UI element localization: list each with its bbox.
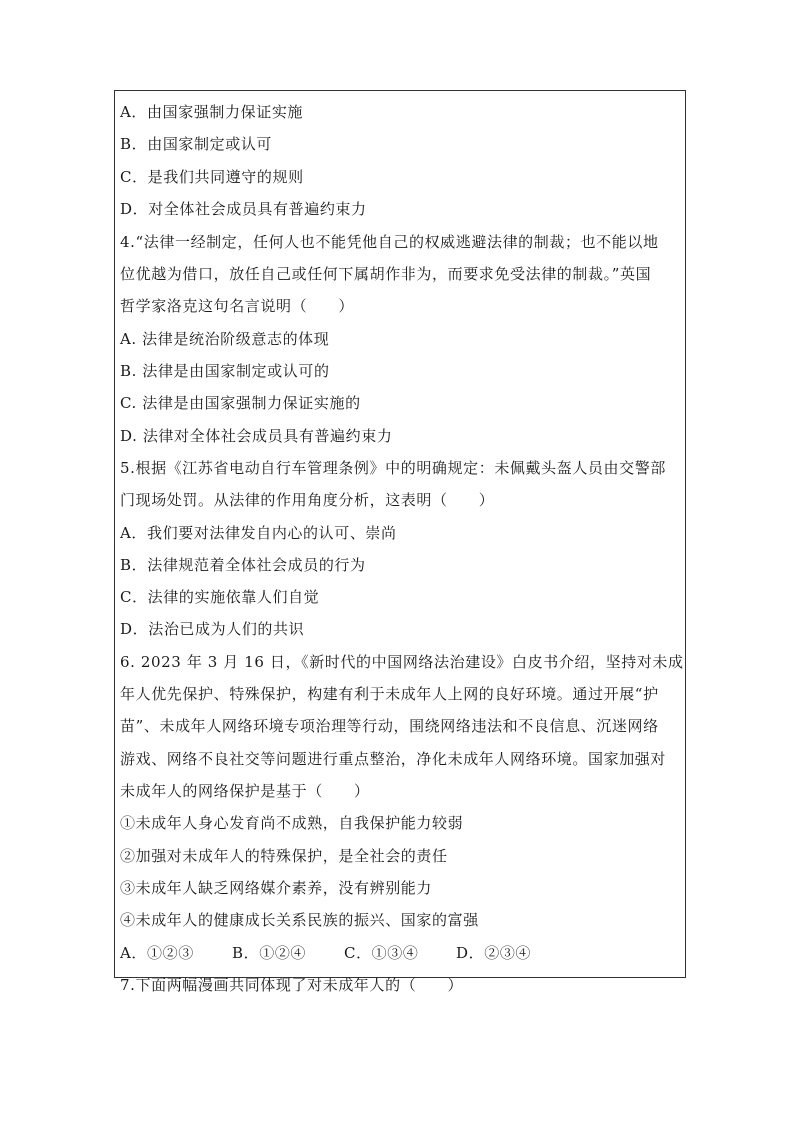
q6-item-3: ③未成年人缺乏网络媒介素养，没有辨别能力 — [120, 879, 433, 897]
q6-item-4: ④未成年人的健康成长关系民族的振兴、国家的富强 — [120, 911, 479, 929]
q3-option-a: A．由国家强制力保证实施 — [120, 103, 304, 121]
q6-stem-line-1: 6. 2023 年 3 月 16 日，《新时代的中国网络法治建设》白皮书介绍，坚持对未成 — [120, 653, 684, 671]
q4-stem-line-2: 位优越为借口，放任自己或任何下属胡作非为，而要求免受法律的制裁。”英国 — [120, 265, 652, 283]
q4-option-b: B. 法律是由国家制定或认可的 — [120, 362, 330, 380]
q4-option-c: C. 法律是由国家强制力保证实施的 — [120, 394, 361, 412]
q5-option-a: A．我们要对法律发自内心的认可、崇尚 — [120, 524, 397, 542]
q3-option-d: D．对全体社会成员具有普遍约束力 — [120, 200, 367, 218]
q6-stem-line-4: 游戏、网络不良社交等问题进行重点整治，净化未成年人网络环境。国家加强对 — [120, 750, 667, 768]
q3-option-b: B．由国家制定或认可 — [120, 135, 273, 153]
q6-item-1: ①未成年人身心发育尚不成熟，自我保护能力较弱 — [120, 814, 464, 832]
q4-option-d: D. 法律对全体社会成员具有普遍约束力 — [120, 427, 393, 445]
q6-options-row — [120, 943, 682, 963]
q6-stem-line-3: 苗”、未成年人网络环境专项治理等行动，围绕网络违法和不良信息、沉迷网络 — [120, 717, 659, 735]
q6-option-b: B．①②④ — [232, 944, 307, 962]
q4-stem-line-1: 4.“法律一经制定，任何人也不能凭他自己的权威逃避法律的制裁；也不能以地 — [120, 233, 659, 251]
q6-option-d: D．②③④ — [456, 944, 532, 962]
q5-stem-line-1: 5.根据《江苏省电动自行车管理条例》中的明确规定：未佩戴头盔人员由交警部 — [120, 459, 666, 477]
q6-option-a: A．①②③ — [120, 944, 194, 962]
q6-item-2: ②加强对未成年人的特殊保护，是全社会的责任 — [120, 847, 448, 865]
q5-option-c: C．法律的实施依靠人们自觉 — [120, 588, 320, 606]
q6-stem-line-2: 年人优先保护、特殊保护，构建有利于未成年人上网的良好环境。通过开展“护 — [120, 685, 659, 703]
q5-stem-line-2: 门现场处罚。从法律的作用角度分析，这表明（ ） — [120, 491, 495, 509]
q7-stem: 7.下面两幅漫画共同体现了对未成年人的（ ） — [120, 976, 464, 994]
q5-option-b: B．法律规范着全体社会成员的行为 — [120, 556, 366, 574]
q4-stem-line-3: 哲学家洛克这句名言说明（ ） — [120, 297, 355, 315]
q6-stem-line-5: 未成年人的网络保护是基于（ ） — [120, 782, 370, 800]
q3-option-c: C．是我们共同遵守的规则 — [120, 168, 304, 186]
q5-option-d: D．法治已成为人们的共识 — [120, 620, 305, 638]
q4-option-a: A. 法律是统治阶级意志的体现 — [120, 330, 330, 348]
q6-option-c: C．①③④ — [344, 944, 419, 962]
